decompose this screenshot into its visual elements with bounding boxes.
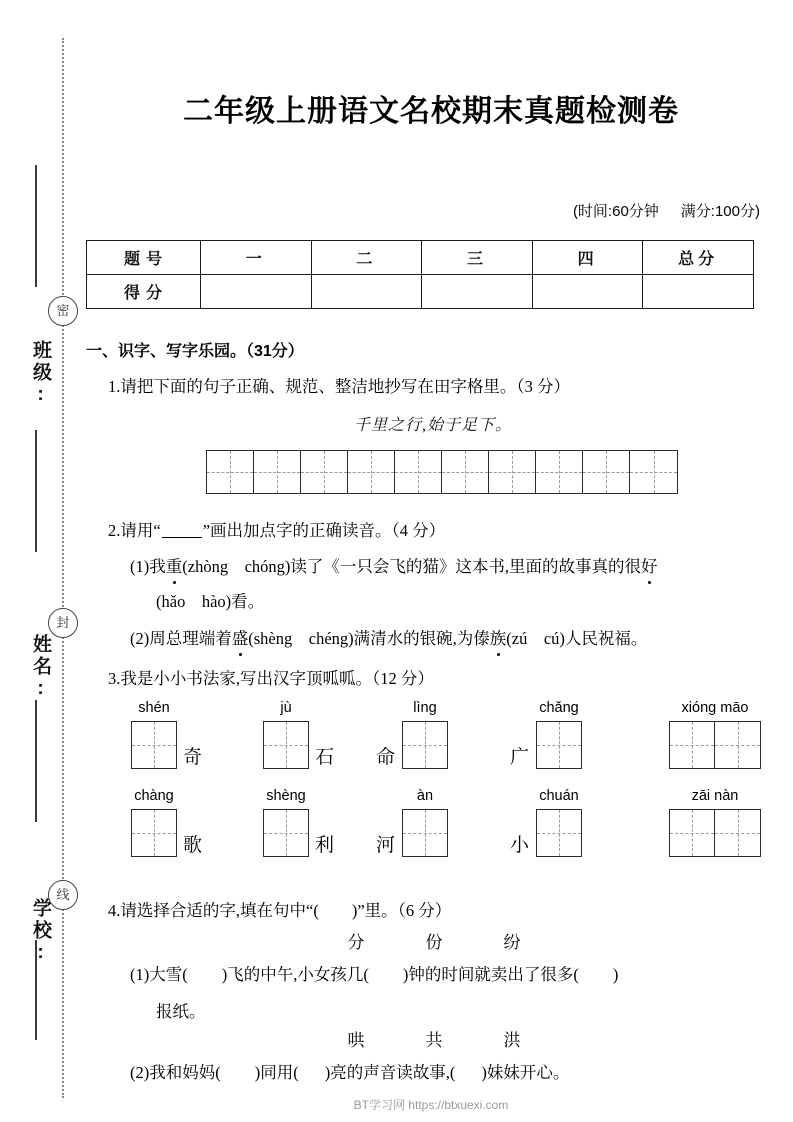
exam-meta-info — [573, 200, 760, 221]
choice-hong-2: 共 — [425, 1031, 445, 1050]
question-4-text: 4.请选择合适的字,填在句中“( )”里。（6 分） — [108, 901, 452, 920]
question-1-text: 1.请把下面的句子正确、规范、整洁地抄写在田字格里。（3 分） — [108, 377, 570, 396]
tianzige-cell[interactable] — [630, 451, 677, 493]
choice-fen-3: 纷 — [503, 933, 523, 952]
word-grid-item — [669, 788, 761, 858]
site-watermark: BT学习网 https://btxuexi.com — [353, 1098, 509, 1112]
choice-hong-1: 哄 — [347, 1031, 367, 1050]
score-cell-3[interactable] — [422, 275, 533, 309]
choice-fen-2: 份 — [425, 933, 445, 952]
score-table-header-2: 二 — [311, 241, 422, 275]
seal-rule-2 — [35, 430, 37, 552]
question-4-item-2 — [130, 1059, 569, 1083]
question-3-text: 3.我是小小书法家,写出汉字顶呱呱。（12 分） — [108, 669, 434, 688]
exam-total-score: 满分:100分) — [680, 203, 760, 220]
seal-badge-feng: 封 — [48, 608, 78, 638]
pinyin-label: lìng — [413, 700, 437, 716]
pinyin-label: shèng — [266, 788, 306, 804]
page-title: 二年级上册语文名校期末真题检测卷 — [183, 95, 679, 128]
tianzige-cell[interactable] — [489, 451, 536, 493]
question-4-item-1-line-1 — [130, 961, 618, 985]
pinyin-label: zāi nàn — [691, 788, 739, 804]
word-grid-item — [510, 788, 582, 858]
q4-i1-seg-c: )钟的时间就卖出了很多( — [402, 965, 579, 984]
word-grid-item — [376, 788, 448, 858]
given-character: 利 — [315, 835, 335, 856]
q4-i2-seg-d: )妹妹开心。 — [481, 1063, 570, 1082]
question-4-choices-2 — [318, 1026, 552, 1051]
character-write-box[interactable] — [402, 809, 448, 857]
underline-blank — [162, 537, 202, 538]
q2-i2-seg-b: (shèng chéng)满清水的银碗,为傣 — [248, 629, 490, 648]
word-grid-item — [669, 700, 761, 770]
seal-dotted-line — [62, 38, 64, 1098]
score-table-header-5: 总分 — [643, 241, 754, 275]
pinyin-label: xióng māo — [681, 700, 749, 716]
choice-fen-1: 分 — [347, 933, 367, 952]
seal-badge-mi: 密 — [48, 296, 78, 326]
field-label-school: 学校: — [30, 898, 51, 966]
q4-i2-seg-a: (2)我和妈妈( — [130, 1063, 221, 1082]
question-2-text-post: ”画出加点字的正确读音。（4 分） — [202, 521, 446, 540]
character-write-box[interactable] — [131, 809, 177, 857]
tianzige-writing-grid[interactable] — [206, 450, 678, 494]
score-table-row-label: 得 分 — [87, 275, 201, 309]
tianzige-cell[interactable] — [536, 451, 583, 493]
word-grid-item — [131, 788, 203, 858]
question-2-text-pre: 2.请用“ — [108, 521, 161, 540]
score-cell-5[interactable] — [643, 275, 754, 309]
table-row-score — [87, 275, 754, 309]
q4-i2-seg-b: )同用( — [254, 1063, 299, 1082]
pinyin-label: shén — [138, 700, 170, 716]
tianzige-cell[interactable] — [254, 451, 301, 493]
tianzige-cell[interactable] — [395, 451, 442, 493]
score-table-header-1: 一 — [201, 241, 312, 275]
word-grid-item — [263, 700, 335, 770]
field-label-name: 姓名: — [30, 634, 51, 702]
word-grid-item — [263, 788, 335, 858]
given-character: 奇 — [183, 747, 203, 768]
score-cell-1[interactable] — [201, 275, 312, 309]
field-label-class: 班级: — [30, 340, 51, 408]
q2-i1-seg-a: (1)我 — [130, 557, 166, 576]
score-table-header-0: 题 号 — [87, 241, 201, 275]
q4-i1-seg-b: )飞的中午,小女孩几( — [221, 965, 369, 984]
tianzige-cell[interactable] — [207, 451, 254, 493]
q2-i2-dotted-char-2: 族 — [490, 625, 507, 649]
seal-rule-3 — [35, 700, 37, 822]
character-write-cell[interactable] — [670, 810, 715, 856]
pinyin-label: jù — [280, 700, 292, 716]
q4-i2-seg-c: )亮的声音读故事,( — [324, 1063, 456, 1082]
question-2-item-2 — [130, 625, 647, 649]
exam-paper — [86, 0, 793, 1122]
character-write-cell[interactable] — [715, 722, 760, 768]
character-write-cell[interactable] — [715, 810, 760, 856]
word-grid-item — [510, 700, 582, 770]
character-write-box[interactable] — [263, 809, 309, 857]
given-character: 广 — [510, 747, 530, 768]
character-write-box[interactable] — [131, 721, 177, 769]
tianzige-cell[interactable] — [442, 451, 489, 493]
character-write-box[interactable] — [263, 721, 309, 769]
choice-hong-3: 洪 — [503, 1031, 523, 1050]
score-cell-2[interactable] — [311, 275, 422, 309]
section-heading-1: 一、识字、写字乐园。（31分） — [86, 343, 304, 360]
question-2-text — [108, 517, 445, 541]
exam-duration: (时间:60分钟 — [572, 203, 659, 220]
character-write-cell[interactable] — [670, 722, 715, 768]
given-character: 小 — [510, 835, 530, 856]
given-character: 河 — [376, 835, 396, 856]
word-grid-item — [376, 700, 448, 770]
q4-i1-seg-a: (1)大雪( — [130, 965, 188, 984]
tianzige-cell[interactable] — [348, 451, 395, 493]
q2-i2-seg-c: (zú cú)人民祝福。 — [506, 629, 648, 648]
question-4-item-1-line-2: 报纸。 — [156, 1002, 206, 1021]
pinyin-label: chàng — [134, 788, 174, 804]
question-4-choices-1 — [318, 928, 552, 953]
tianzige-cell[interactable] — [301, 451, 348, 493]
q2-i2-seg-a: (2)周总理端着 — [130, 629, 232, 648]
q4-i1-seg-d: ) — [612, 965, 619, 984]
given-character: 石 — [315, 747, 335, 768]
table-row-header — [87, 241, 754, 275]
character-write-box[interactable] — [536, 809, 582, 857]
q2-i1-seg-b: (zhòng chóng)读了《一只会飞的猫》这本书,里面的故事真的很 — [182, 557, 642, 576]
pinyin-label: chǎng — [539, 700, 579, 716]
pinyin-label: chuán — [539, 788, 579, 804]
seal-rule-1 — [35, 165, 37, 287]
score-table-header-4: 四 — [532, 241, 643, 275]
tianzige-cell[interactable] — [583, 451, 630, 493]
seal-line-sidebar — [0, 0, 86, 1122]
given-character: 命 — [376, 747, 396, 768]
pinyin-label: àn — [416, 788, 434, 804]
score-table — [86, 240, 754, 309]
word-grid-item — [131, 700, 203, 770]
question-2-item-1-line-2: (hǎo hào)看。 — [156, 592, 265, 611]
score-cell-4[interactable] — [532, 275, 643, 309]
character-write-box[interactable] — [669, 809, 761, 857]
question-1-quote: 千里之行,始于足下。 — [354, 417, 513, 434]
q2-i2-dotted-char-1: 盛 — [232, 625, 249, 649]
score-table-header-3: 三 — [422, 241, 533, 275]
given-character: 歌 — [183, 835, 203, 856]
question-2-item-1-line-1 — [130, 553, 658, 577]
seal-badge-xian: 线 — [48, 880, 78, 910]
q2-i1-dotted-char-2: 好 — [641, 553, 658, 577]
character-write-box[interactable] — [536, 721, 582, 769]
character-write-box[interactable] — [669, 721, 761, 769]
q2-i1-dotted-char-1: 重 — [166, 553, 183, 577]
character-write-box[interactable] — [402, 721, 448, 769]
